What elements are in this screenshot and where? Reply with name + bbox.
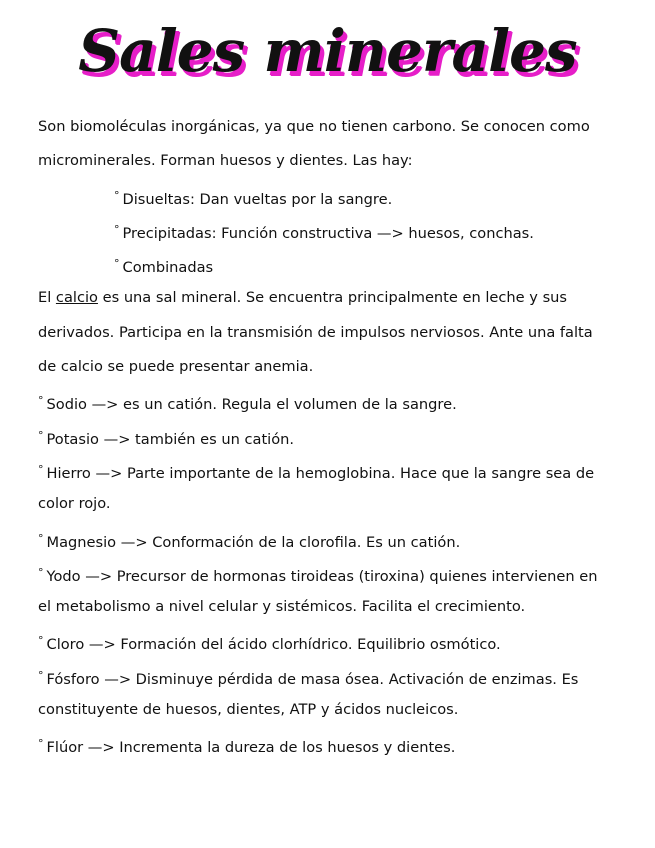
- type-item-precipitadas: [38, 213, 628, 247]
- mineral-text: Flúor —> Incrementa la dureza de los huesos y dientes.: [46, 739, 456, 757]
- bullet-degree-icon: °: [38, 462, 44, 476]
- mineral-text: Sodio —> es un catión. Regula el volumen de la sangre.: [46, 396, 457, 414]
- mineral-item-hierro: [38, 453, 628, 487]
- bullet-degree-icon: °: [114, 257, 120, 271]
- mineral-text: Potasio —> también es un catión.: [46, 430, 295, 448]
- notes-body: [38, 110, 628, 762]
- mineral-item-yodo-cont: el metabolismo a nivel celular y sistémicos. Facilita el crecimiento.: [38, 598, 526, 616]
- bullet-degree-icon: °: [38, 737, 44, 751]
- bullet-degree-icon: °: [38, 634, 44, 648]
- mineral-item-magnesio: [38, 522, 628, 556]
- bullet-degree-icon: °: [38, 668, 44, 682]
- mineral-text: Magnesio —> Conformación de la clorofila. Es un catión.: [46, 533, 461, 551]
- type-item-combinadas: [38, 247, 628, 281]
- calcio-underlined-word: calcio: [55, 289, 98, 307]
- bullet-degree-icon: °: [38, 394, 44, 408]
- mineral-item-cloro: [38, 624, 628, 658]
- type-text: Precipitadas: Función constructiva —> huesos, conchas.: [122, 224, 534, 242]
- bullet-degree-icon: °: [114, 222, 120, 236]
- calcio-line-2: derivados. Participa en la transmisión de impulsos nerviosos. Ante una falta: [38, 323, 593, 341]
- bullet-degree-icon: °: [38, 428, 44, 442]
- mineral-item-sodio: [38, 384, 628, 418]
- calcio-prefix: El: [38, 289, 56, 307]
- bullet-degree-icon: °: [38, 531, 44, 545]
- mineral-item-fosforo: [38, 659, 628, 693]
- intro-line-2: microminerales. Forman huesos y dientes. Las hay:: [38, 152, 413, 170]
- mineral-item-yodo: [38, 556, 628, 590]
- mineral-text: Fósforo —> Disminuye pérdida de masa ósea. Activación de enzimas. Es: [46, 670, 579, 688]
- mineral-text: Yodo —> Precursor de hormonas tiroideas (tiroxina) quienes intervienen en: [46, 567, 598, 585]
- mineral-item-fluor: [38, 727, 628, 761]
- intro-line-1: Son biomoléculas inorgánicas, ya que no tienen carbono. Se conocen como: [38, 118, 590, 135]
- calcio-line-1: [38, 281, 628, 315]
- type-text: Disueltas: Dan vueltas por la sangre.: [122, 190, 393, 208]
- bullet-degree-icon: °: [114, 188, 120, 202]
- mineral-item-potasio: [38, 419, 628, 453]
- calcio-line-3: de calcio se puede presentar anemia.: [38, 358, 314, 376]
- page-title: Sales minerales: [78, 17, 577, 85]
- mineral-item-hierro-cont: color rojo.: [38, 495, 111, 513]
- mineral-text: Hierro —> Parte importante de la hemoglobina. Hace que la sangre sea de: [46, 464, 595, 482]
- mineral-text: Cloro —> Formación del ácido clorhídrico. Equilibrio osmótico.: [46, 636, 501, 654]
- type-item-disueltas: [38, 179, 628, 213]
- mineral-item-fosforo-cont: constituyente de huesos, dientes, ATP y ácidos nucleicos.: [38, 701, 459, 719]
- type-text: Combinadas: [122, 259, 214, 277]
- calcio-line-1-rest: es una sal mineral. Se encuentra principalmente en leche y sus: [97, 289, 568, 307]
- bullet-degree-icon: °: [38, 565, 44, 579]
